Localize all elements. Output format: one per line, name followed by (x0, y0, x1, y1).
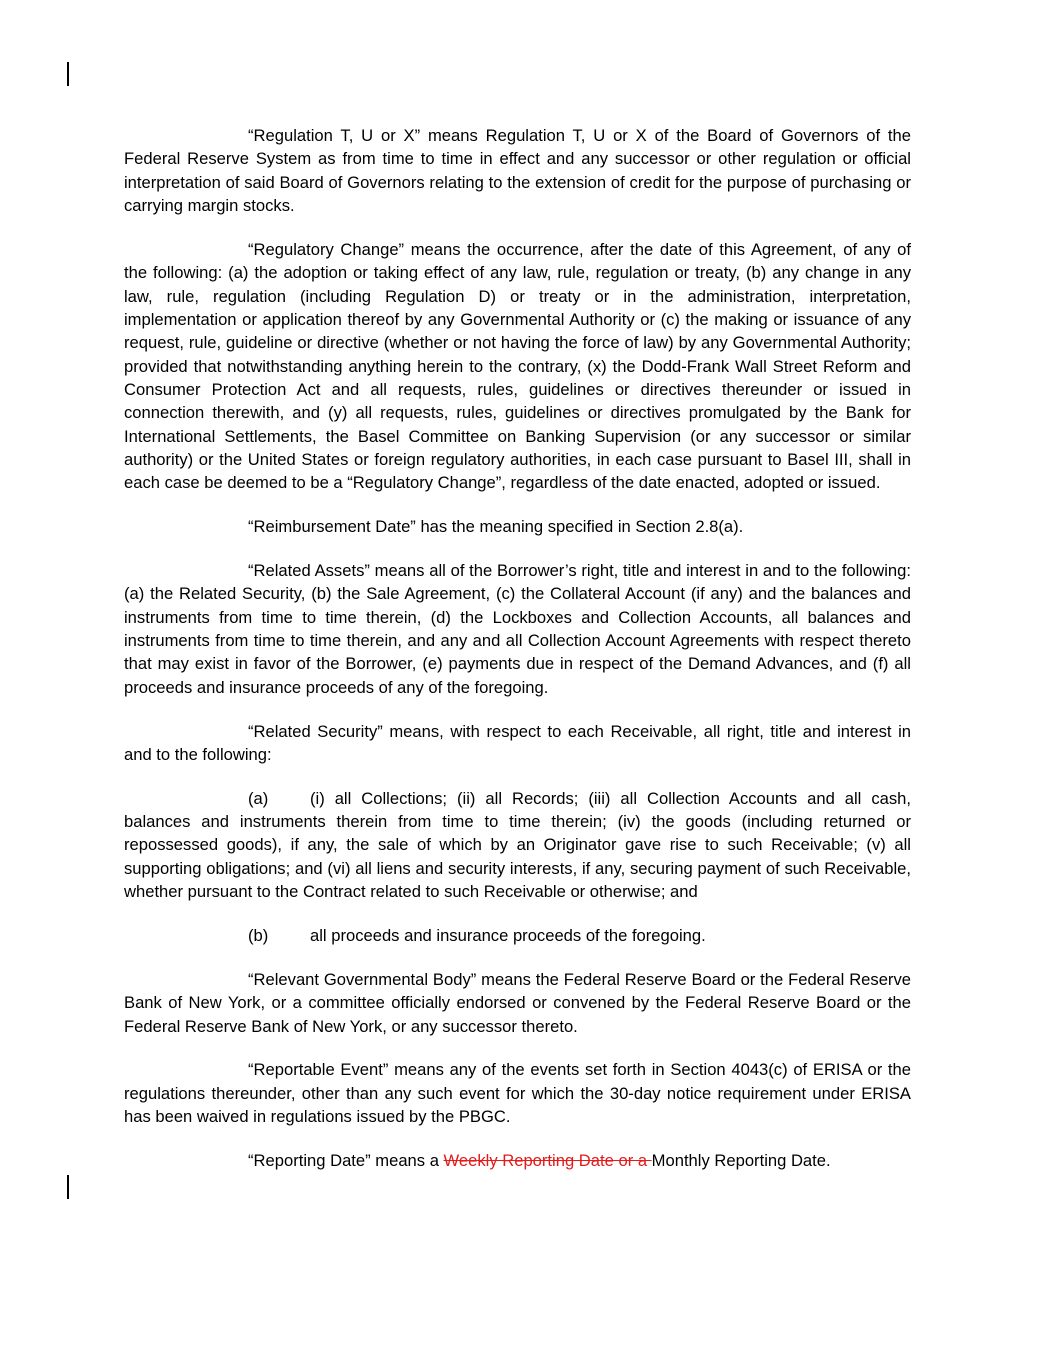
document-body (124, 124, 911, 1193)
definition-reportable-event: “Reportable Event” means any of the events set forth in Section 4043(c) of ERISA or the regulations thereunder, other than any such event for which the 30-day notice requirement under ERISA has been waived in regulations issued by the PBGC. (124, 1060, 911, 1127)
definition-relevant-governmental-body: “Relevant Governmental Body” means the Federal Reserve Board or the Federal Reserve Bank of New York, or a committee officially endorsed or convened by the Federal Reserve Board or the Federal Reserve Bank of New York, or any successor thereto. (124, 969, 911, 1036)
definition-related-security: “Related Security” means, with respect to each Receivable, all right, title and interest in and to the following: (124, 721, 911, 764)
clause-text: (i) all Collections; (ii) all Records; (iii) all Collection Accounts and all cash, balances and instruments therein from time to time therein; (iv) the goods (including returned or repossessed goods), if any, the sale of which by an Originator gave rise to such Receivable; (v) all supporting obligations; and (vi) all liens and security interests, if any, securing payment of such Receivable, whether pursuant to the Contract related to such Receivable or otherwise; and (124, 788, 911, 902)
change-bar (67, 1175, 69, 1199)
related-security-clause-a (124, 787, 911, 904)
related-security-clause-b (124, 924, 911, 947)
clause-text: all proceeds and insurance proceeds of the foregoing. (310, 925, 706, 945)
clause-label: (a) (248, 788, 269, 808)
deleted-text: Weekly Reporting Date or a (443, 1150, 652, 1170)
definition-regulatory-change: “Regulatory Change” means the occurrence, after the date of this Agreement, of any of the following: (a) the adoption or taking effect of any law, rule, regulation or treaty, (b) any change in any law, rule, regulation (including Regulation D) or treaty or in the administration, interpretation, implementation or application thereof by any Governmental Authority or (c) the making or issuance of any request, rule, guideline or directive (whether or not having the force of law) by any Governmental Authority; provided that notwithstanding anything herein to the contrary, (x) the Dodd-Frank Wall Street Reform and Consumer Protection Act and all requests, rules, guidelines or directives thereunder or issued in connection therewith, and (y) all requests, rules, guidelines or directives promulgated by the Bank for International Settlements, the Basel Committee on Banking Supervision (or any successor or similar authority) or the United States or foreign regulatory authorities, in each case pursuant to Basel III, shall in each case be deemed to be a “Regulatory Change”, regardless of the date enacted, adopted or issued. (124, 239, 911, 493)
clause-label: (b) (248, 925, 269, 945)
change-bar (67, 62, 69, 86)
reporting-date-text: “Reporting Date” means a (248, 1150, 444, 1170)
definition-regulation-tux: “Regulation T, U or X” means Regulation T, U or X of the Board of Governors of the Federal Reserve System as from time to time in effect and any successor or other regulation or official interpretation of said Board of Governors relating to the extension of credit for the purpose of purchasing or carrying margin stocks. (124, 126, 911, 216)
definition-reporting-date (124, 1149, 911, 1172)
definition-related-assets: “Related Assets” means all of the Borrower’s right, title and interest in and to the following: (a) the Related Security, (b) the Sale Agreement, (c) the Collateral Account (if any) and the balances and instruments from time to time therein, (d) the Lockboxes and Collection Accounts, all balances and instruments from time to time therein, and any and all Collection Account Agreements with respect thereto that may exist in favor of the Borrower, (e) payments due in respect of the Demand Advances, and (f) all proceeds and insurance proceeds of any of the foregoing. (124, 561, 911, 697)
definition-reimbursement-date: “Reimbursement Date” has the meaning specified in Section 2.8(a). (248, 517, 744, 537)
reporting-date-text-end: Monthly Reporting Date. (651, 1150, 831, 1170)
